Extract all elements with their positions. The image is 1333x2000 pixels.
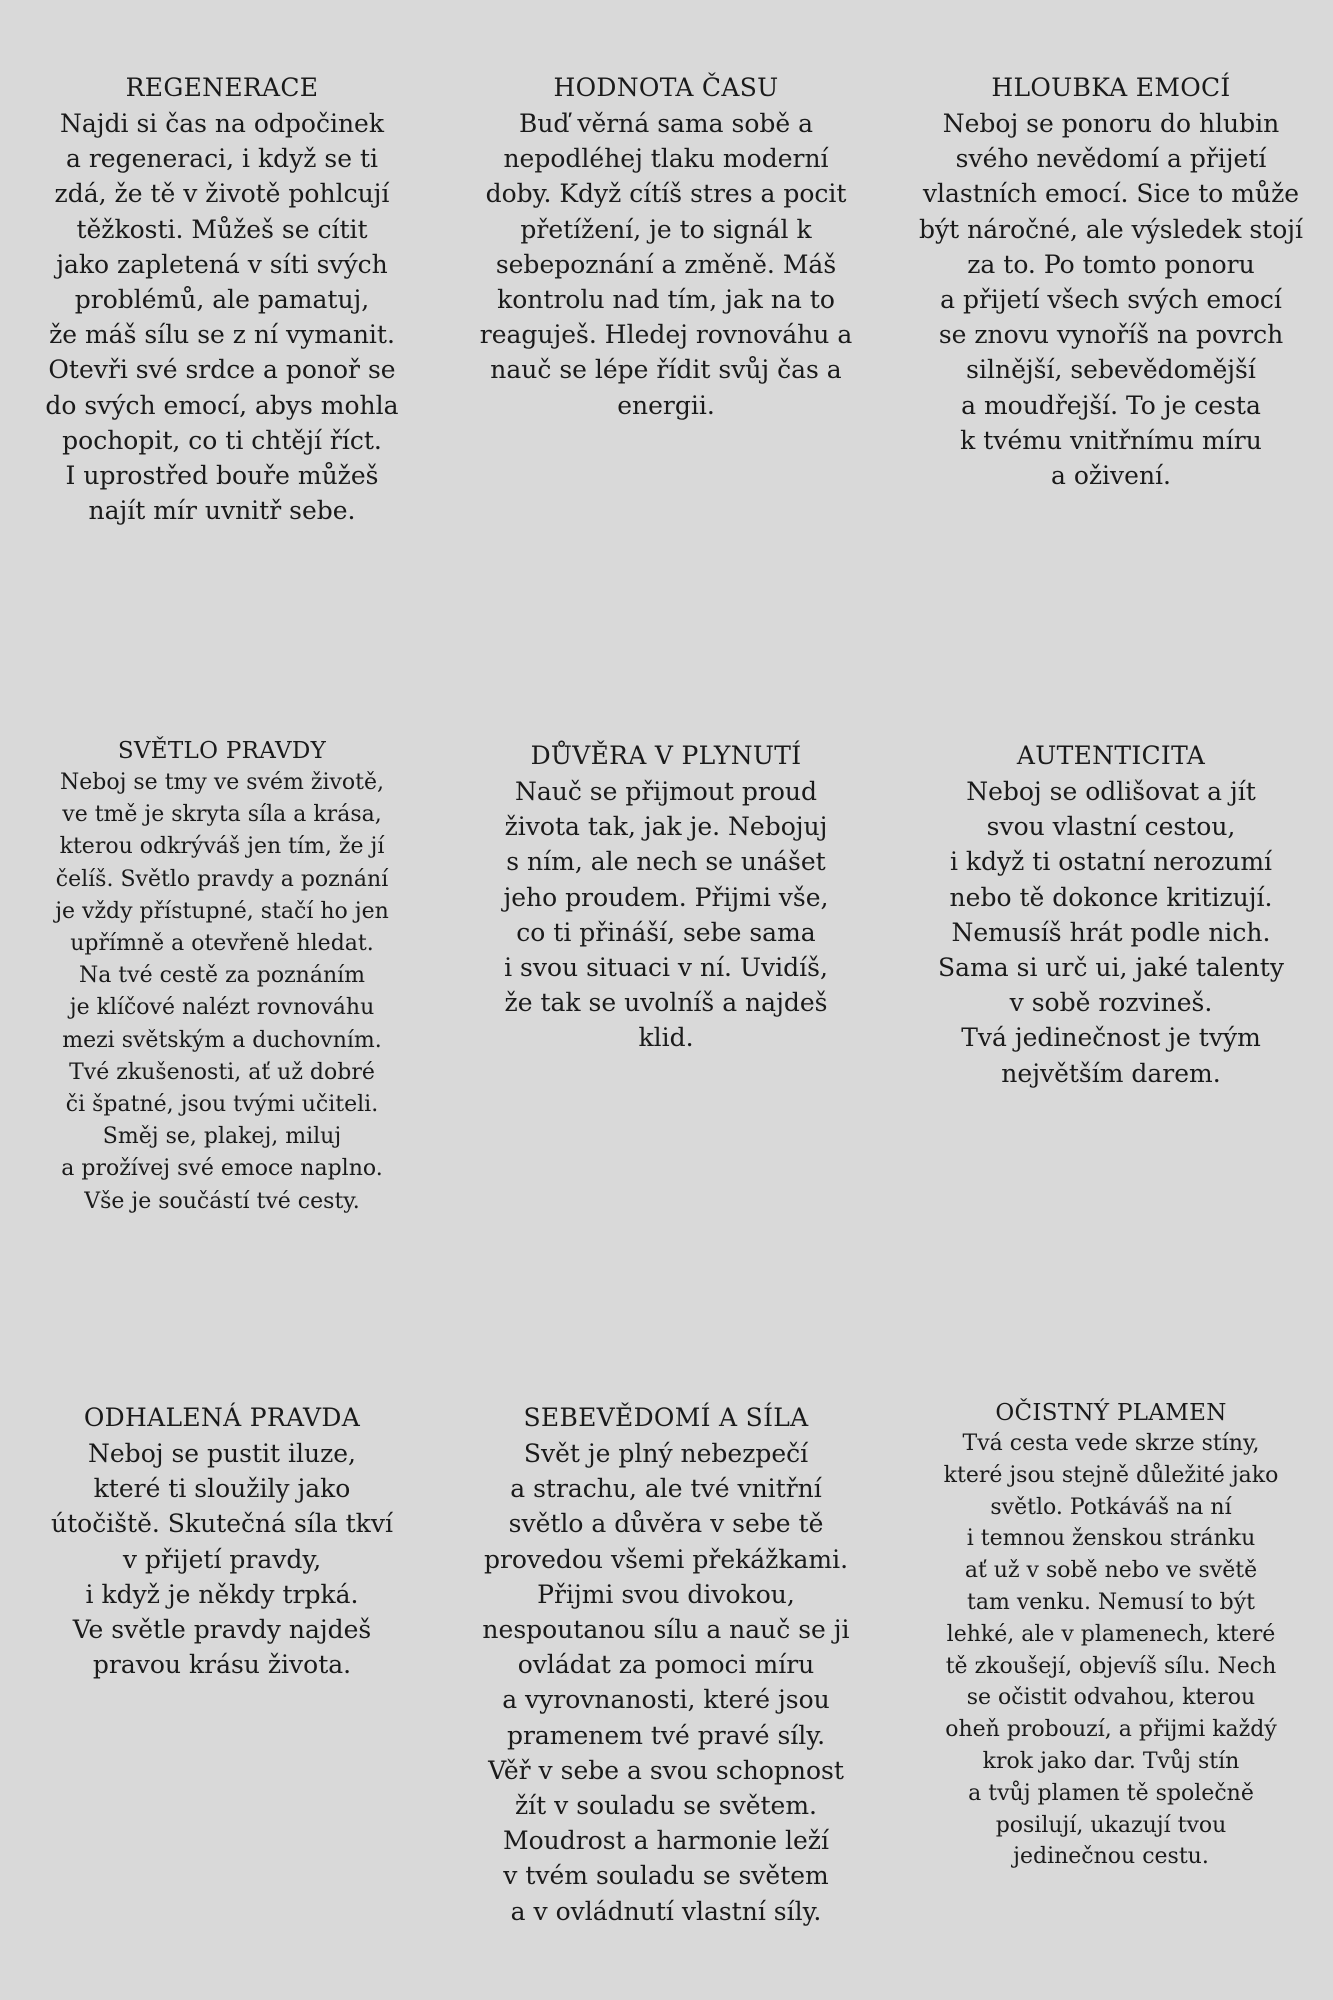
- card-body: [12, 106, 432, 528]
- card-line: najít mír uvnitř sebe.: [88, 496, 356, 526]
- card-line: ve tmě je skryta síla a krása,: [62, 802, 382, 828]
- card-line: se očistit odvahou, kterou: [966, 1685, 1256, 1711]
- card-line: posilují, ukazují tvou: [995, 1812, 1227, 1838]
- card-ocistny-plamen: [901, 1398, 1321, 1873]
- card-line: kontrolu nad tím, jak na to: [497, 285, 835, 315]
- card-line: a v ovládnutí vlastní síly.: [510, 1896, 822, 1926]
- card-body: [901, 106, 1321, 493]
- card-line: nauč se lépe řídit svůj čas a: [490, 355, 842, 385]
- card-line: a vyrovnanosti, které jsou: [502, 1685, 830, 1715]
- card-regenerace: [12, 70, 432, 528]
- card-body: [456, 774, 876, 1056]
- card-line: Přijmi svou divokou,: [537, 1579, 795, 1609]
- card-line: žít v souladu se světem.: [515, 1791, 817, 1821]
- card-line: doby. Když cítíš stres a pocit: [485, 179, 847, 209]
- card-line: Vše je součástí tvé cesty.: [84, 1188, 360, 1214]
- card-body: [456, 1436, 876, 1929]
- card-line: reaguješ. Hledej rovnováhu a: [479, 320, 853, 350]
- card-line: pochopit, co ti chtějí říct.: [62, 425, 382, 455]
- card-line: pravou krásu života.: [92, 1650, 352, 1680]
- card-odhalena-pravda: [12, 1400, 432, 1682]
- card-title: AUTENTICITA: [1016, 741, 1206, 770]
- card-line: a oživení.: [1050, 461, 1172, 491]
- card-line: že máš sílu se z ní vymanit.: [49, 320, 395, 350]
- card-title: HLOUBKA EMOCÍ: [991, 73, 1231, 102]
- card-line: i temnou ženskou stránku: [966, 1526, 1256, 1552]
- card-line: světlo. Potkáváš na ní: [990, 1494, 1232, 1520]
- card-line: kterou odkrýváš jen tím, že jí: [59, 834, 385, 860]
- card-line: života tak, jak je. Nebojuj: [504, 812, 828, 842]
- card-line: a regeneraci, i když se ti: [66, 144, 378, 174]
- card-line: a přijetí všech svých emocí: [940, 285, 1282, 315]
- card-line: provedou všemi překážkami.: [483, 1544, 849, 1574]
- card-line: Neboj se pustit iluze,: [88, 1439, 356, 1468]
- card-line: Neboj se ponoru do hlubin: [942, 109, 1280, 138]
- card-line: i když ti ostatní nerozumí: [949, 847, 1273, 877]
- card-line: že tak se uvolníš a najdeš: [504, 988, 828, 1018]
- card-line: Nauč se přijmout proud: [514, 777, 818, 806]
- card-title: SEBEVĚDOMÍ A SÍLA: [523, 1403, 809, 1432]
- card-sebevedomi-a-sila: [456, 1400, 876, 1929]
- card-line: nespoutanou sílu a nauč se ji: [482, 1615, 850, 1645]
- card-line: Tvá cesta vede skrze stíny,: [962, 1431, 1260, 1456]
- card-line: k tvému vnitřnímu míru: [960, 425, 1262, 455]
- card-hloubka-emoci: [901, 70, 1321, 493]
- card-line: které ti sloužily jako: [93, 1474, 351, 1504]
- card-line: čelíš. Světlo pravdy a poznání: [55, 866, 389, 892]
- card-line: nepodléhej tlaku moderní: [503, 144, 829, 174]
- card-line: Otevři své srdce a ponoř se: [48, 355, 396, 385]
- card-line: krok jako dar. Tvůj stín: [982, 1748, 1240, 1774]
- card-body: [901, 774, 1321, 1091]
- card-hodnota-casu: [456, 70, 876, 423]
- card-line: mezi světským a duchovním.: [62, 1027, 382, 1053]
- card-title: ODHALENÁ PRAVDA: [83, 1403, 361, 1432]
- card-line: Směj se, plakej, miluj: [102, 1124, 342, 1150]
- card-line: a tvůj plamen tě společně: [968, 1780, 1254, 1806]
- card-body: [901, 1428, 1321, 1873]
- card-title: SVĚTLO PRAVDY: [117, 738, 327, 764]
- card-line: které jsou stejně důležité jako: [943, 1462, 1279, 1488]
- card-line: je klíčové nalézt rovnováhu: [69, 995, 375, 1021]
- card-line: nebo tě dokonce kritizují.: [949, 882, 1273, 912]
- card-line: I uprostřed bouře můžeš: [65, 461, 379, 491]
- card-line: i svou situaci v ní. Uvidíš,: [504, 953, 828, 983]
- card-line: svého nevědomí a přijetí: [955, 144, 1267, 174]
- card-line: Tvá jedinečnost je tvým: [961, 1023, 1261, 1053]
- card-line: Moudrost a harmonie leží: [503, 1826, 829, 1856]
- card-line: oheň probouzí, a přijmi každý: [945, 1717, 1277, 1743]
- card-line: ovládat za pomoci míru: [517, 1650, 815, 1680]
- card-autenticita: [901, 738, 1321, 1091]
- card-line: upřímně a otevřeně hledat.: [70, 931, 374, 957]
- card-line: silnější, sebevědomější: [966, 355, 1256, 385]
- card-body: [12, 1436, 432, 1682]
- card-body: [456, 106, 876, 423]
- card-line: energii.: [617, 390, 715, 420]
- card-line: Věř v sebe a svou schopnost: [488, 1755, 844, 1785]
- card-line: Tvé zkušenosti, ať už dobré: [69, 1059, 375, 1085]
- card-line: klid.: [638, 1023, 694, 1053]
- card-title: REGENERACE: [125, 73, 319, 102]
- card-line: jeho proudem. Přijmi vše,: [503, 882, 829, 912]
- card-line: pramenem tvé pravé síly.: [506, 1720, 826, 1750]
- card-line: zdá, že tě v životě pohlcují: [54, 179, 390, 209]
- card-line: problémů, ale pamatuj,: [74, 285, 370, 315]
- card-line: lehké, ale v plamenech, které: [946, 1621, 1276, 1647]
- card-line: největším darem.: [1001, 1058, 1221, 1088]
- card-line: přetížení, je to signál k: [520, 214, 812, 244]
- card-line: je vždy přístupné, stačí ho jen: [55, 898, 389, 924]
- card-line: Na tvé cestě za poznáním: [78, 963, 366, 989]
- card-svetlo-pravdy: [12, 735, 432, 1218]
- card-title: OČISTNÝ PLAMEN: [995, 1400, 1227, 1426]
- card-line: Sama si urč ui, jaké talenty: [938, 953, 1284, 983]
- card-line: Nemusíš hrát podle nich.: [951, 917, 1271, 947]
- card-line: se znovu vynoříš na povrch: [938, 320, 1284, 350]
- card-line: ať už v sobě nebo ve světě: [964, 1558, 1258, 1584]
- card-line: v tvém souladu se světem: [503, 1861, 829, 1891]
- card-line: i když je někdy trpká.: [85, 1579, 359, 1609]
- card-line: vlastních emocí. Sice to může: [922, 179, 1300, 209]
- card-title: HODNOTA ČASU: [553, 73, 779, 102]
- card-line: jedinečnou cestu.: [1013, 1844, 1209, 1870]
- card-line: Svět je plný nebezpečí: [523, 1439, 809, 1468]
- card-line: a prožívej své emoce naplno.: [61, 1156, 383, 1182]
- card-line: do svých emocí, abys mohla: [45, 390, 399, 420]
- card-line: těžkosti. Můžeš se cítit: [76, 214, 368, 244]
- card-line: s ním, ale nech se unášet: [506, 847, 826, 877]
- card-line: v přijetí pravdy,: [122, 1544, 322, 1574]
- card-line: Neboj se tmy ve svém životě,: [59, 770, 385, 795]
- card-title: DŮVĚRA V PLYNUTÍ: [530, 741, 802, 770]
- card-line: sebepoznání a změně. Máš: [495, 249, 837, 279]
- card-body: [12, 767, 432, 1218]
- card-line: Neboj se odlišovat a jít: [966, 777, 1256, 806]
- card-line: Buď věrná sama sobě a: [518, 109, 814, 138]
- card-line: Ve světle pravdy najdeš: [72, 1615, 372, 1645]
- card-line: a strachu, ale tvé vnitřní: [510, 1474, 822, 1504]
- card-line: svou vlastní cestou,: [986, 812, 1236, 842]
- card-line: být náročné, ale výsledek stojí: [919, 214, 1303, 244]
- card-line: či špatné, jsou tvými učiteli.: [65, 1092, 379, 1118]
- card-line: za to. Po tomto ponoru: [967, 249, 1255, 279]
- card-line: v sobě rozvineš.: [1009, 988, 1213, 1018]
- card-line: Najdi si čas na odpočinek: [59, 109, 385, 138]
- card-line: a moudřejší. To je cesta: [961, 390, 1261, 420]
- card-line: tě zkoušejí, objevíš sílu. Nech: [945, 1653, 1277, 1679]
- card-line: co ti přináší, sebe sama: [516, 917, 816, 947]
- card-line: tam venku. Nemusí to být: [967, 1589, 1255, 1615]
- card-line: jako zapletená v síti svých: [56, 249, 388, 279]
- card-duvera-v-plynuti: [456, 738, 876, 1056]
- card-line: světlo a důvěra v sebe tě: [508, 1509, 824, 1539]
- card-line: útočiště. Skutečná síla tkví: [51, 1509, 393, 1539]
